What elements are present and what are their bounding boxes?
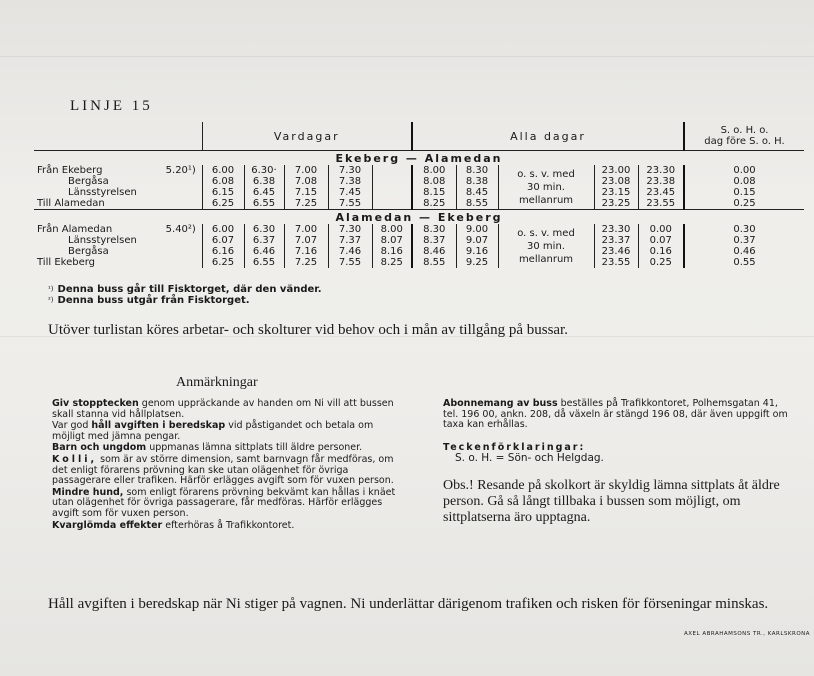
header-vardagar: Vardagar [202,122,412,151]
printer-imprint: AXEL ABRAHAMSONS TR., KARLSKRONA [684,631,811,637]
fare-note: Håll avgiften i beredskap när Ni stiger på vagnen. Ni underlättar därigenom trafiken och risken för förseningar minskas. [48,596,769,612]
fold-line [0,56,814,57]
route-label-2: Alamedan — Ekeberg [34,210,804,225]
remarks-heading: Anmärkningar [176,375,258,390]
footnotes [48,284,322,306]
legend-heading: Teckenförklaringar: [443,441,586,453]
remarks-right [443,399,788,526]
header-soh: S. o. H. o. dag före S. o. H. [684,122,804,151]
header-alla-dagar: Alla dagar [412,122,684,151]
footnote-2: $^{^2)}$ Denna buss utgår från Fisktorget. [48,295,250,306]
route-block-1: Från Ekeberg Bergåsa Länsstyrelsen Till Alamedan 5.20¹) 6.00 6.08 6.15 6.25 6.30· 6.38 6.45 6.55 7.00 7.08 7.15 7.25 7.30 7.38 7.45 7.55 8.00 8.08 8.15 8.25 8.30 8.38 8.45 8.55 o. s. v. med 30 min. mellanrum 23.00 23.08 23.15 23.25 23.30 23.38 23.45 23.55 0.00 0.08 0.15 0.25 [34,165,804,210]
remark-item: Var god håll avgiften i beredskap vid påstigandet och betala om möjligt med jämna pengar. [52,420,374,442]
remarks-left [52,399,397,532]
footnote-1: $^{^1)}$ Denna buss går till Fisktorget, där den vänder. [48,284,322,295]
extra-trips-note: Utöver turlistan köres arbetar- och skolturer vid behov och i mån av tillgång på bussar. [48,322,568,338]
remark-item: Barn och ungdom uppmanas lämna sittplats till äldre personer. [52,442,363,454]
legend-value: S. o. H. = Sön- och Helgdag. [455,452,604,465]
remark-item: Kvarglömda effekter efterhöras å Trafikkontoret. [52,519,295,531]
obs-note: Obs.! Resande på skolkort är skyldig lämna sittplats åt äldre person. Gå så långt tillbaka i bussen som möjligt, om sittplatserna äro upptagna. [443,477,780,525]
route-label-1: Ekeberg — Alamedan [335,151,503,165]
remark-item: Kolli, som är av större dimension, samt barnvagn får medföras, om det enligt förarens prövning kan ske utan olägenhet för övriga passagerare eller trafiken. Härför erlägges avgift som för vuxen person. [52,453,394,487]
timetable [34,122,804,268]
abonnemang-note: Abonnemang av buss beställes på Trafikkontoret, Polhemsgatan 41, tel. 196 00, ankn. 208, då växeln är stängd 196 08, där även uppgift om taxa kan erhållas. [443,398,788,431]
route-block-2: Från Alamedan Länsstyrelsen Bergåsa Till Ekeberg 5.40²) 6.00 6.07 6.16 6.25 6.30 6.37 6.46 6.55 7.00 7.07 7.16 7.25 7.30 7.37 7.46 7.55 8.00 8.07 8.16 8.25 8.30 8.37 8.46 8.55 9.00 9.07 9.16 9.25 o. s. v. med 30 min. mellanrum 23.30 23.37 23.46 23.55 0.00 0.07 0.16 0.25 0.30 0.37 0.46 0.55 [34,224,804,268]
remark-item: Giv stopptecken genom uppräckande av handen om Ni vill att bussen skall stanna vid hållplatsen. [52,398,394,420]
remark-item: Mindre hund, som enligt förarens prövning bekvämt kan hållas i knäet utan olägenhet för övriga passagerare, får medföras. Härför erlägges avgift som för vuxen person. [52,486,396,519]
page-title: LINJE 15 [70,98,153,114]
